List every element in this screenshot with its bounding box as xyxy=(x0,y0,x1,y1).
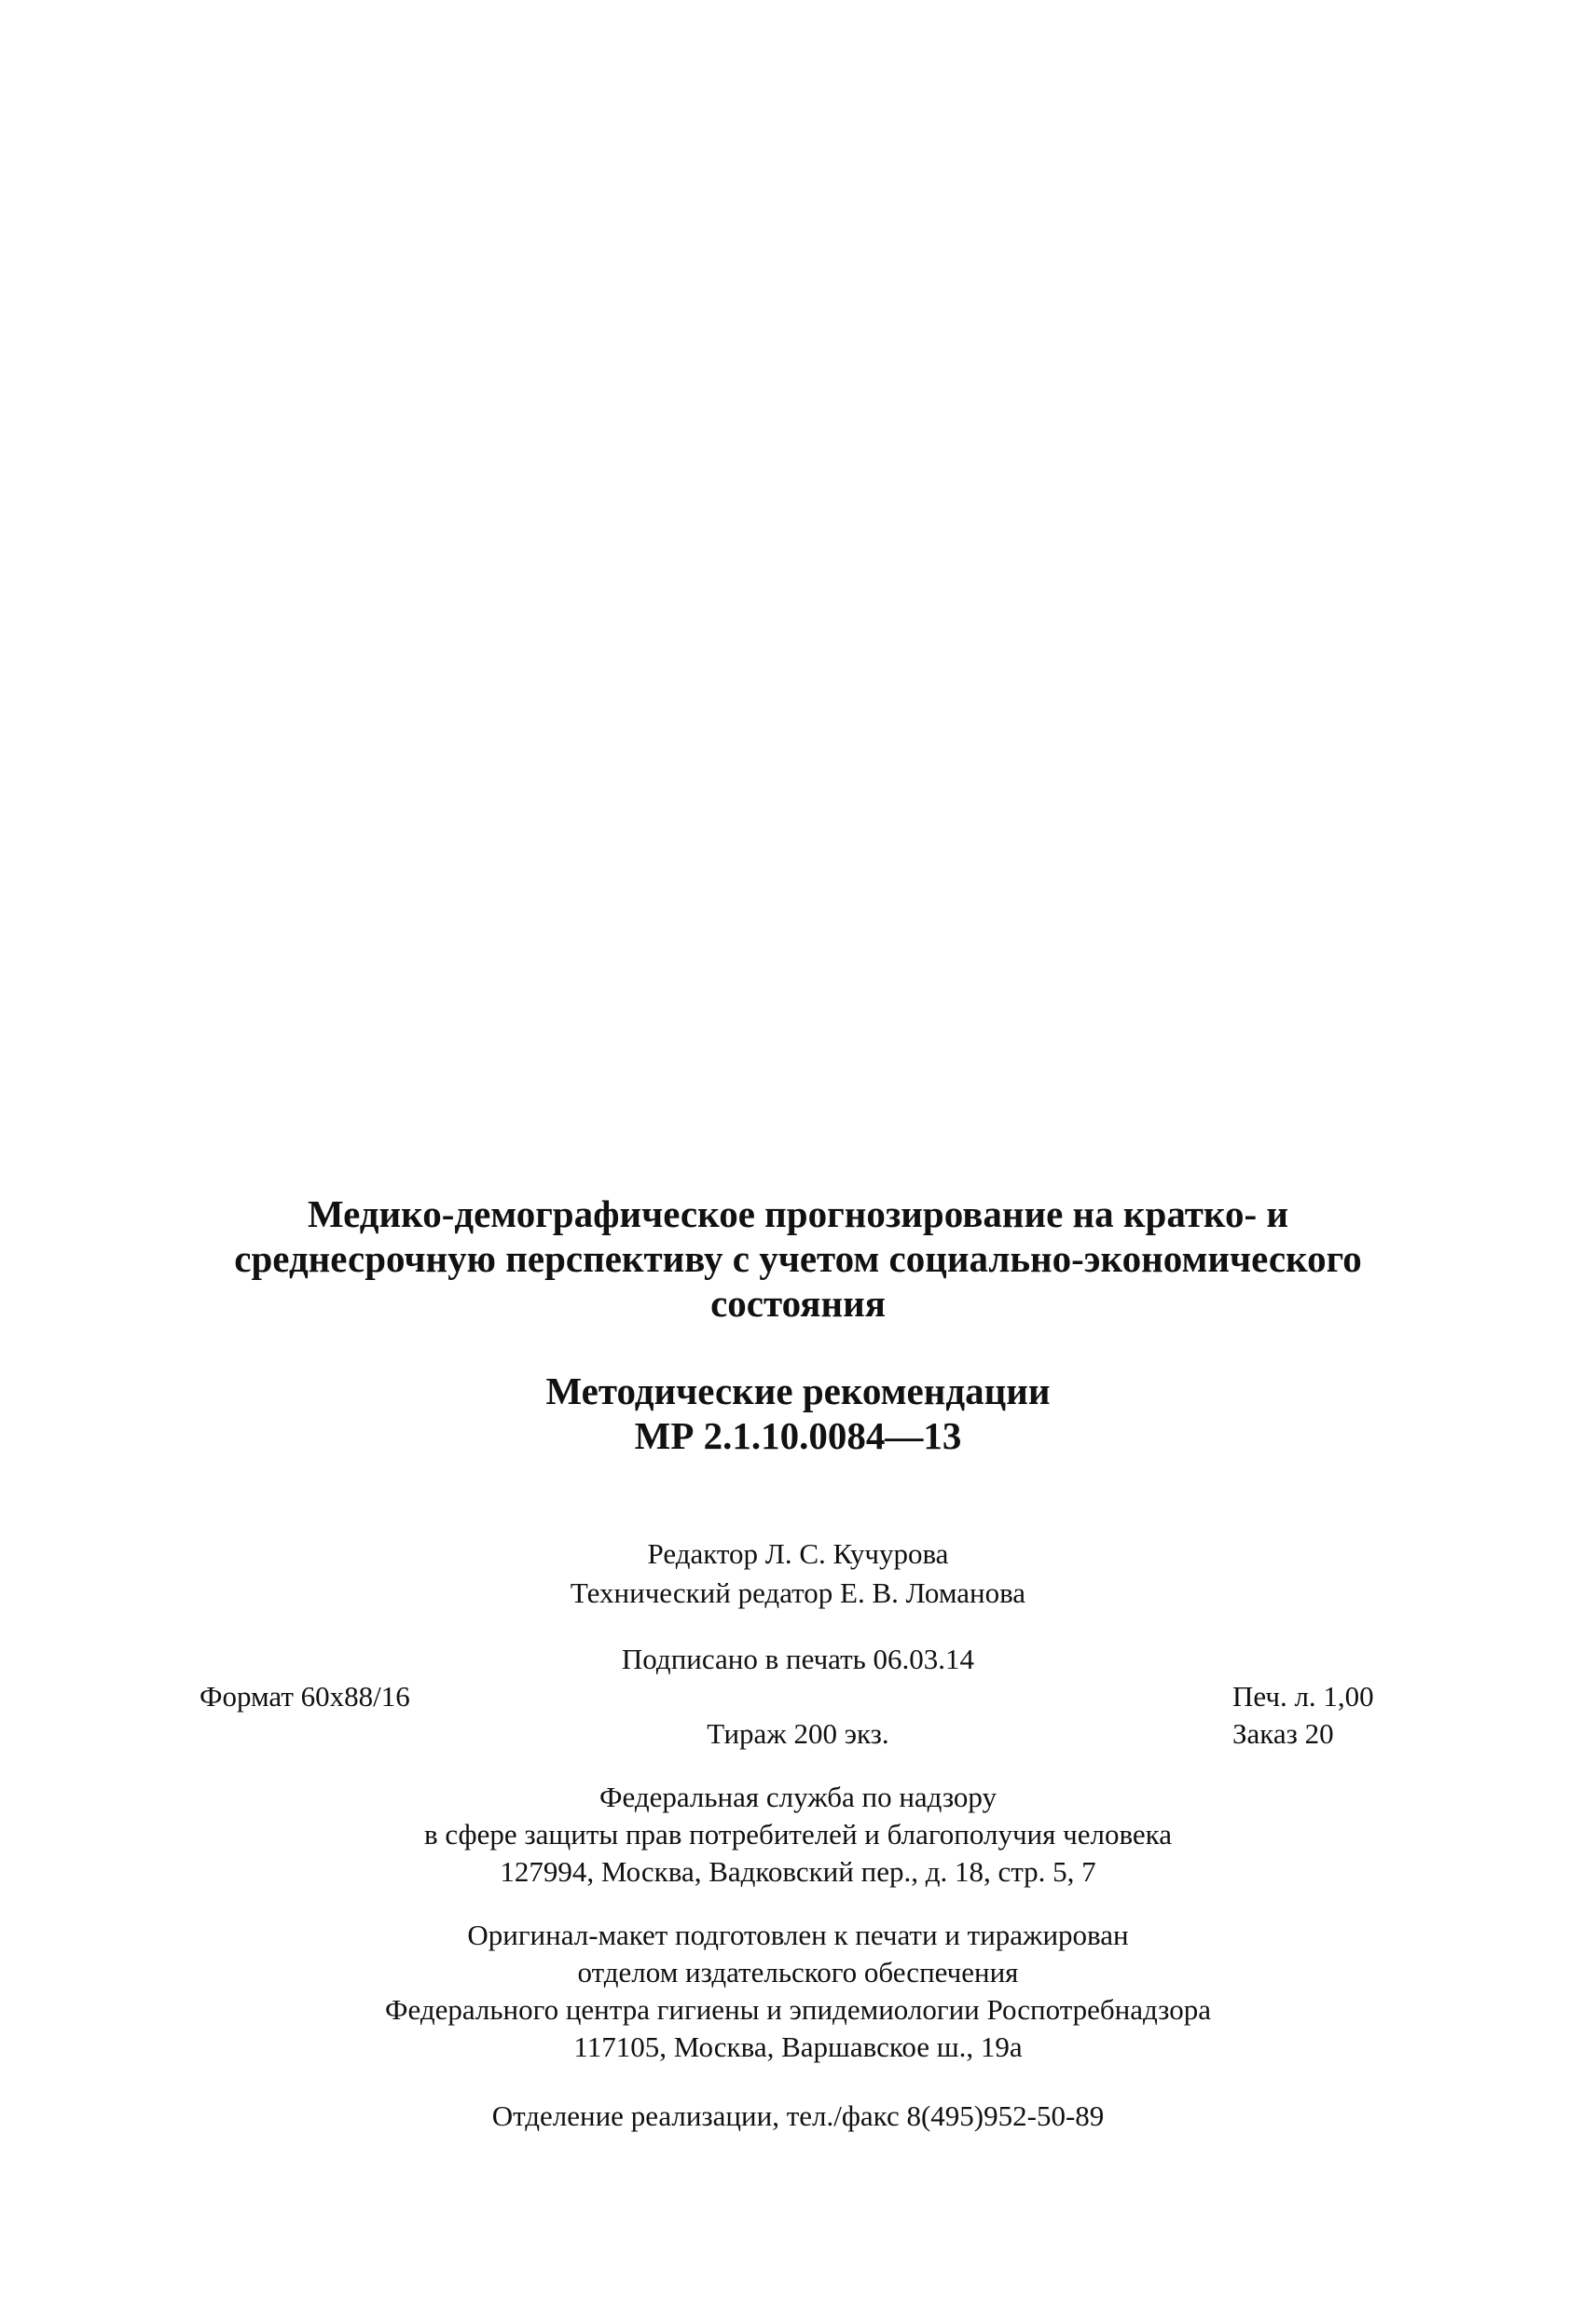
document-title xyxy=(0,1191,1596,1326)
sales-department: Отделение реализации, тел./факс 8(495)952-50-89 xyxy=(491,2099,1105,2132)
publisher-line-2: в сфере защиты прав потребителей и благополучия человека xyxy=(423,1818,1173,1851)
paper-format: Формат 60x88/16 xyxy=(200,1680,410,1713)
tech-editor-line: Технический редатор Е. В. Ломанова xyxy=(570,1576,1026,1609)
print-sheets: Печ. л. 1,00 xyxy=(1232,1680,1374,1713)
imprint-right-column xyxy=(1232,1678,1374,1753)
print-run: Тираж 200 экз. xyxy=(707,1717,889,1750)
title-line-2: среднесрочную перспективу с учетом социально-экономического xyxy=(234,1237,1362,1280)
printer-address: 117105, Москва, Варшавское ш., 19а xyxy=(573,2030,1023,2063)
order-number: Заказ 20 xyxy=(1232,1717,1334,1750)
editor-line: Редактор Л. С. Кучурова xyxy=(647,1537,949,1570)
title-line-1: Медико-демографическое прогнозирование на кратко- и xyxy=(307,1192,1289,1235)
printer-line-3: Федерального центра гигиены и эпидемиологии Роспотребнадзора xyxy=(385,1993,1211,2026)
printer-line-2: отделом издательского обеспечения xyxy=(577,1956,1019,1989)
document-subtitle xyxy=(0,1369,1596,1458)
publisher-address: 127994, Москва, Вадковский пер., д. 18, стр. 5, 7 xyxy=(500,1855,1096,1888)
title-line-3: состояния xyxy=(710,1282,886,1325)
publisher-line-1: Федеральная служба по надзору xyxy=(599,1781,997,1813)
editors-block xyxy=(0,1534,1596,1613)
doc-type: Методические рекомендации xyxy=(545,1369,1051,1412)
printer-block xyxy=(0,1917,1596,2066)
signed-to-print: Подписано в печать 06.03.14 xyxy=(621,1643,975,1675)
doc-number: МР 2.1.10.0084—13 xyxy=(634,1414,962,1457)
printer-line-1: Оригинал-макет подготовлен к печати и тиражирован xyxy=(467,1919,1129,1951)
publisher-block xyxy=(0,1779,1596,1891)
